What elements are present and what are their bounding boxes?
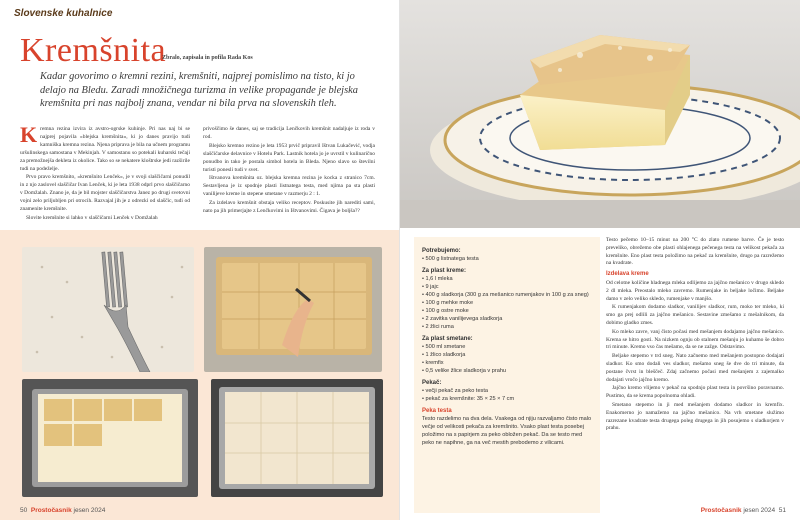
article-title: Kremšnita [20,32,167,69]
paragraph: Za izdelavo kremšnit obstaja veliko receptov. Poskusite jih narediti sami, nato pa jih primerjajte z Lenčkovimi in Ištvanovimi. Čigava je boljša?? [203,200,375,215]
paragraph: Smetano stepemo in ji med mešanjem dodamo sladkor in kremfix. Enakomerno jo namažemo na jajčno mešanico. Na vrh smetane služimo razrezane kvadrate testa drugega poleg drugega in jih posujemo s sladkorjem v prahu. [606,401,784,432]
paragraph: Blejsko kremno rezino je leta 1953 prvič pripravil Ištvan Lukačević, vodja slaščičarske delavnice v Hotelu Park. Lastnik hotela jo je uvrstil v kulinarično ponudbo in tako je postala simbol hotela in Bleda. Njeno slavo so številni turisti ponesli tudi v svet. [203,142,375,173]
ingredients-list [422,343,592,375]
page-number: 51 [778,507,786,514]
paragraph: remna rezina izvira iz avstro-ogrske kuhinje. Pri nas naj bi se najprej pojavila »blejska kremšnita«, ki jo danes pravijo tudi kamniška kremna rezina. Njena priprava je bila na učnem programu uršulinskega samostana v Mekinjah. V samostanu so potekali kuharski tečaji za premožnejša dekleta iz okolice. Tako so se nekatere kloštrske jedi razširile tudi na podeželje. [20,126,190,172]
list-item: • 9 jajc [422,283,592,291]
list-item: • 100 g ostre moke [422,307,592,315]
baking-heading: Peka testa [422,408,452,414]
photo-dough-fork [22,247,194,372]
paragraph: Od celotne količine hladnega mleka odlijemo za jajčno mešanico v drugo skledo 2 dl mleka. Preostalo mleko zavremo. Rumenjake in beljake ločimo. Beljake damo v zelo veliko skledo, rumenjake v manjšo. [606,279,784,302]
paragraph: Slovite kremšnite si lahko v slaščičarni Lenček v Domžalah [26,214,158,221]
paragraph: Jajčno kremo vlijemo v pekač na spodnjo plast testa in površino poravnamo. Pustimo, da se krema popolnoma ohladi. [606,385,784,400]
ingredients-heading: Potrebujemo: [422,248,461,254]
lead-paragraph: Kadar govorimo o kremni rezini, kremšniti, najprej pomislimo na tisto, ki jo delajo na Bledu. Zaradi množičnega turizma in velike propagande je blejska kremšnita pri nas najbolj znana, vendar ni bila prva na slovenskih tleh. [40,71,358,109]
page-number: 50 [20,507,28,514]
paragraph: K rumenjakom dodamo sladkor, vanilijev sladkor, rum, moko ter mleko, ki smo ga prej odlili za jajčno mešanico. Sestavine zmešamo z mešalnikom, da dobimo gladko zmes. [606,304,784,326]
photo-kremsnita-plate [400,0,800,228]
baking-text: Testo razdelimo na dva dela. Vsakega od njiju razvaljamo čisto malo večje od velikosti pekača za kremšnito. Vsako plast testa posebej položimo na s papirjem za peko obložen pekač. Da se testo med peko ne napihne, ga na več mestih prebodemo z vilicami. [422,416,592,446]
list-item: • pekač za kremšnite: 35 × 25 × 7 cm [422,395,592,403]
list-item: • 1,6 l mleka [422,275,592,283]
paragraph: Ištvanova kremšnita oz. blejska kremna rezina je kocka z stranico 7cm. Sestavljena je iz spodnje plasti listnatega testa, med njima pa sta plasti vanilijeve kreme in stepene smetane v razmerju 2 : 1. [203,175,375,198]
magazine-brand: Prostočasnik [30,507,72,514]
footer-left [20,507,105,514]
photo-finished-pan [211,379,383,497]
byline: Zbralo, zapisala in pofila Rada Kos [162,55,253,61]
paragraph: privoščimo še danes, saj se tradicija Lenčkovih kremšnit nadaljuje iz roda v rod. [203,126,375,140]
photo-cutting-pastry [204,247,382,372]
ingredients-list [422,255,592,263]
list-item: • večji pekač za peko testa [422,387,592,395]
ingredients-list [422,275,592,331]
cream-heading: Izdelava kreme [606,271,649,278]
paragraph: Ko mleko zavre, vanj čisto počasi med mešanjem dodajamo jajčno mešanico. Krema se hitro gosti. Na nizkem ognju ob stalnem mešanju jo kuhamo še dobro tri minute. Kremo vso čas mešamo, da se ne zažge. Odstavimo. [606,328,784,351]
magazine-brand: Prostočasnik [700,507,742,514]
text-column-2 [203,126,375,217]
paragraph: Testo pečemo 10–15 minut na 200 °C do zlato rumene barve. Če je testo preveliko, obrežemo obe plasti ohlajenega pečenega testa na velikost pekača za kremšnite. Eno plast testa položimo na pekač za kremšnite, drugo pa razrežemo na kvadrate. [606,237,784,267]
drop-cap: K [20,122,38,147]
issue-label: jesen 2024 [743,507,776,514]
ingredients-box [414,237,600,513]
ingredients-list [422,387,592,403]
list-item: • kremfix [422,359,592,367]
list-item: • 400 g sladkorja (300 g za mešanico rumenjakov in 100 g za sneg) [422,291,592,299]
list-item: • 2 žlici ruma [422,323,592,331]
text-column-1 [20,122,190,224]
list-item: • 1 žlico sladkorja [422,351,592,359]
section-label: Slovenske kuhalnice [14,8,113,19]
ingredients-subheading: Za plast kreme: [422,268,467,274]
photo-cream-pan [22,379,198,497]
list-item: • 500 ml smetane [422,343,592,351]
footer-right [701,507,786,514]
list-item: • 2 zavitka vanilijevega sladkorja [422,315,592,323]
list-item: • 500 g listnatega testa [422,255,592,263]
ingredients-subheading: Pekač: [422,380,442,386]
ingredients-subheading: Za plast smetane: [422,336,473,342]
paragraph: Beljake stepemo v trd sneg. Nato začnemo med mešanjem postopno dodajati sladkor. Ko smo dodali ves sladkor, mešamo sneg še dve do tri minute, da postane čvrst in bleščeč. Zdaj začnemo počasi med mešanjem z zajemalko dodajati vročo jajčno kremo. [606,353,784,383]
issue-label: jesen 2024 [73,507,106,514]
instructions-column [606,237,784,434]
list-item: • 0,5 velike žlice sladkorja v prahu [422,367,592,375]
list-item: • 100 g mehke moke [422,299,592,307]
paragraph: Prvo pravo kremšnito, »kremšnito Lenček«, je v svoji slaščičarni ponudil in z njo zaslovel slaščičar Ivan Lenček, ki je leta 1938 odprl prvo slaščičarno v Domžalah. Znano je, da je bil mojster slaščičarstva Janez po drugi svetovni vojni zelo priljubljen pri otrocih. Razvajal jih je z odrezki od slaščic, tudi od znamenite kremšnite. [20,174,190,213]
